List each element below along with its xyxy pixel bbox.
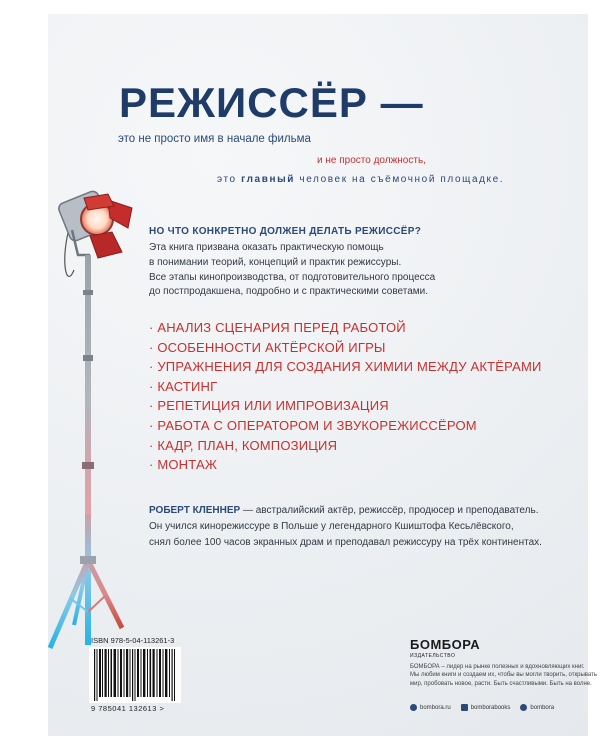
list-item: · РАБОТА С ОПЕРАТОРОМ И ЗВУКОРЕЖИССЁРОМ	[149, 417, 477, 433]
publisher-socials	[410, 704, 554, 711]
social-website[interactable]: bombora.ru	[410, 704, 451, 711]
subtitle-line-1: это не просто имя в начале фильма	[118, 133, 311, 145]
social-vk[interactable]: bomborabooks	[461, 704, 511, 711]
stand-column	[85, 515, 91, 645]
barcode	[89, 647, 181, 703]
list-item: · АНАЛИЗ СЦЕНАРИЯ ПЕРЕД РАБОТОЙ	[149, 320, 406, 335]
list-item: · КАДР, ПЛАН, КОМПОЗИЦИЯ	[149, 437, 338, 453]
author-bio: РОБЕРТ КЛЕННЕР — австралийский актёр, режиссёр, продюсер и преподаватель. Он учился кинорежиссуре в Польше у легендарного Кшиштофа Кесьлёвского, снял более 100 часов экранных драм и преподавал режиссуру на трёх континентах.	[149, 505, 542, 548]
question-heading: НО ЧТО КОНКРЕТНО ДОЛЖЕН ДЕЛАТЬ РЕЖИССЁР?	[149, 226, 422, 237]
topics-list	[149, 318, 542, 475]
isbn-label: ISBN 978-5-04-113261-3	[91, 636, 175, 645]
list-item: · РЕПЕТИЦИЯ ИЛИ ИМПРОВИЗАЦИЯ	[149, 398, 389, 414]
social-instagram[interactable]: bombora	[520, 704, 554, 711]
list-item: · УПРАЖНЕНИЯ ДЛЯ СОЗДАНИЯ ХИМИИ МЕЖДУ АКТЁРАМИ	[149, 359, 542, 375]
intro-paragraph: Эта книга призвана оказать практическую помощь в понимании теорий, концепций и практик режиссуры. Все этапы кинопроизводства, от подготовительного процесса до постпродакшена, подробно и с практическими советами.	[149, 242, 436, 298]
subtitle-line-2: и не просто должность,	[317, 155, 426, 166]
subtitle-line-3: это главный человек на съёмочной площадке.	[217, 174, 505, 185]
lamp-head	[57, 190, 132, 258]
publisher-description: БОМБОРА – лидер на рынке полезных и вдохновляющих книг. Мы любим книги и создаем их, чтобы вы могли творить, открывать мир, пробовать новое, расти. Быть счастливыми. Быть на волне.	[410, 664, 597, 687]
instagram-icon	[520, 704, 527, 711]
publisher-subtitle: ИЗДАТЕЛЬСТВО	[410, 653, 456, 659]
list-item: · ОСОБЕННОСТИ АКТЁРСКОЙ ИГРЫ	[149, 339, 386, 355]
globe-icon	[410, 704, 417, 711]
list-item: · МОНТАЖ	[149, 457, 218, 473]
list-item: · КАСТИНГ	[149, 378, 218, 394]
author-name: РОБЕРТ КЛЕННЕР	[149, 505, 241, 516]
publisher-logo: БОМБОРА	[410, 637, 481, 652]
vk-icon	[461, 704, 468, 711]
barcode-digits: 9 785041 132613 >	[91, 704, 165, 713]
cover-title: РЕЖИССЁР —	[119, 79, 424, 126]
